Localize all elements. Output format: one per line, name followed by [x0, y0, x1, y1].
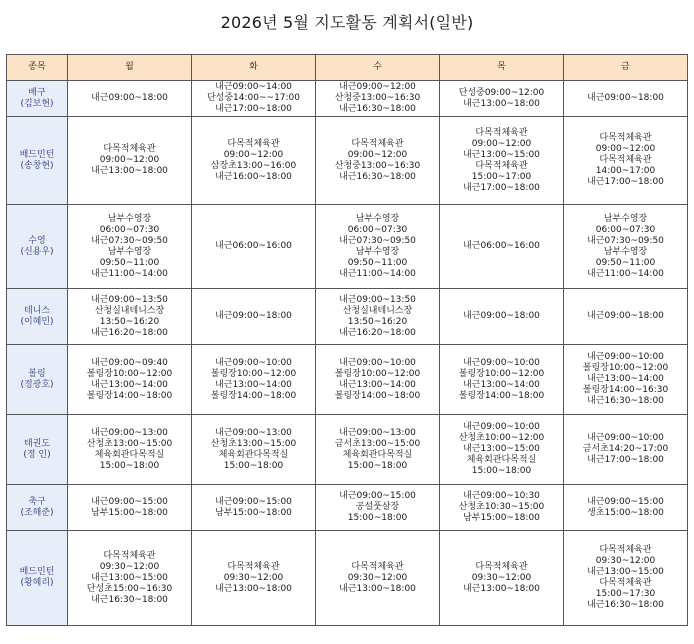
- schedule-cell: [564, 289, 688, 345]
- schedule-cell: [316, 485, 440, 531]
- schedule-cell: [564, 415, 688, 485]
- schedule-line: 내근09:00~13:00: [339, 427, 416, 438]
- schedule-cell: [192, 345, 316, 415]
- schedule-line: 09:50~11:00: [347, 257, 408, 268]
- schedule-line: 볼링장14:00~16:30: [582, 385, 669, 395]
- schedule-cell: [68, 485, 192, 531]
- table-row: [7, 485, 688, 531]
- schedule-line: 09:00~12:00: [99, 155, 160, 165]
- coach-name: (황혜리): [20, 578, 54, 588]
- schedule-line: 다목적체육관: [103, 144, 156, 154]
- table-row: [7, 205, 688, 289]
- sport-cell: [7, 81, 68, 117]
- schedule-line: 내근13:00~15:00: [463, 444, 540, 454]
- schedule-line: 다목적체육관: [103, 550, 156, 561]
- schedule-cell: [192, 485, 316, 531]
- schedule-line: 내근13:00~15:00: [587, 567, 664, 577]
- schedule-line: 09:00~12:00: [223, 149, 284, 160]
- schedule-line: 15:00~17:30: [595, 589, 656, 599]
- schedule-line: 산청초13:00~15:00: [210, 438, 297, 449]
- schedule-line: 14:00~17:00: [595, 166, 656, 176]
- schedule-line: 내근06:00~16:00: [215, 241, 292, 251]
- schedule-line: 남부수영장: [603, 246, 648, 257]
- schedule-line: 다목적체육관: [599, 545, 652, 555]
- schedule-cell: [316, 345, 440, 415]
- schedule-line: 내근09:00~18:00: [91, 93, 168, 103]
- sport-cell: [7, 415, 68, 485]
- sport-cell: [7, 205, 68, 289]
- schedule-line: 내근13:00~18:00: [463, 98, 540, 109]
- schedule-cell: [316, 81, 440, 117]
- schedule-cell: [564, 531, 688, 626]
- schedule-cell: [440, 81, 564, 117]
- header-day-wed: 수: [316, 55, 440, 81]
- schedule-line: 09:30~12:00: [471, 572, 532, 583]
- schedule-line: 단성중09:00~12:00: [458, 87, 545, 98]
- schedule-line: 09:00~12:00: [471, 138, 532, 149]
- schedule-line: 볼링장14:00~18:00: [210, 390, 297, 401]
- schedule-line: 내근17:00~18:00: [587, 177, 664, 187]
- schedule-line: 내근13:00~15:00: [463, 149, 540, 160]
- schedule-cell: [564, 117, 688, 205]
- schedule-line: 내근16:30~18:00: [587, 396, 664, 406]
- sport-name: 배구: [28, 87, 46, 98]
- schedule-line: 볼링장10:00~12:00: [334, 368, 421, 379]
- schedule-cell: [68, 345, 192, 415]
- schedule-line: 15:00~18:00: [99, 460, 160, 471]
- schedule-line: 내근09:00~12:00: [339, 82, 416, 92]
- schedule-line: 산청실내테니스장: [94, 305, 165, 316]
- schedule-line: 볼링장10:00~12:00: [210, 368, 297, 379]
- sport-cell: [7, 531, 68, 626]
- schedule-cell: [440, 345, 564, 415]
- schedule-line: 09:30~12:00: [99, 561, 160, 572]
- schedule-line: 볼링장14:00~18:00: [458, 390, 545, 401]
- schedule-line: 15:00~18:00: [223, 460, 284, 471]
- schedule-cell: [192, 415, 316, 485]
- schedule-line: 내근09:00~15:00: [587, 496, 664, 507]
- table-row: [7, 415, 688, 485]
- schedule-line: 공설풋살장: [355, 502, 400, 512]
- schedule-cell: [192, 289, 316, 345]
- schedule-line: 볼링장10:00~12:00: [582, 363, 669, 373]
- schedule-line: 다목적체육관: [351, 561, 404, 572]
- schedule-line: 내근13:00~18:00: [463, 583, 540, 594]
- schedule-line: 09:00~12:00: [595, 144, 656, 154]
- sport-name: 수영: [28, 235, 46, 246]
- schedule-line: 내근09:00~15:00: [339, 491, 416, 501]
- schedule-line: 다목적체육관: [475, 127, 528, 138]
- schedule-line: 내근09:00~10:00: [463, 422, 540, 432]
- schedule-line: 내근13:00~14:00: [463, 379, 540, 390]
- schedule-line: 금서초14:20~17:00: [582, 444, 669, 454]
- schedule-cell: [440, 531, 564, 626]
- schedule-cell: [316, 117, 440, 205]
- schedule-line: 체육회관다목적실: [218, 449, 289, 460]
- table-row: [7, 117, 688, 205]
- schedule-cell: [440, 205, 564, 289]
- schedule-line: 단성중14:00~~17:00: [206, 93, 301, 103]
- schedule-line: 내근13:00~14:00: [339, 379, 416, 390]
- sport-cell: [7, 345, 68, 415]
- coach-name: (김보현): [20, 98, 54, 109]
- schedule-line: 06:00~07:30: [99, 224, 160, 235]
- sport-name: 테니스: [23, 305, 51, 316]
- schedule-cell: [192, 81, 316, 117]
- schedule-line: 볼링장10:00~12:00: [458, 368, 545, 379]
- schedule-line: 내근09:00~13:50: [339, 294, 416, 305]
- schedule-line: 내근16:30~18:00: [587, 600, 664, 610]
- schedule-cell: [564, 485, 688, 531]
- schedule-line: 09:30~12:00: [223, 572, 284, 583]
- schedule-line: 내근13:00~18:00: [215, 583, 292, 594]
- schedule-line: 내근11:00~14:00: [587, 268, 664, 279]
- schedule-line: 내근09:00~09:40: [91, 357, 168, 368]
- schedule-line: 내근11:00~14:00: [91, 268, 168, 279]
- schedule-line: 단성초15:00~16:30: [86, 583, 173, 594]
- schedule-line: 06:00~07:30: [347, 224, 408, 235]
- schedule-line: 내근16:00~18:00: [215, 171, 292, 182]
- schedule-line: 다목적체육관: [227, 138, 280, 149]
- schedule-line: 내근09:00~18:00: [587, 311, 664, 321]
- sport-cell: [7, 289, 68, 345]
- schedule-cell: [316, 289, 440, 345]
- schedule-line: 내근16:20~18:00: [339, 327, 416, 338]
- schedule-line: 내근09:00~18:00: [587, 93, 664, 103]
- schedule-cell: [192, 205, 316, 289]
- schedule-line: 내근07:30~09:50: [587, 235, 664, 246]
- schedule-line: 15:00~18:00: [471, 466, 532, 476]
- schedule-cell: [68, 415, 192, 485]
- schedule-line: 다목적체육관: [475, 561, 528, 572]
- header-sport: 종목: [7, 55, 68, 81]
- coach-name: (정광호): [20, 379, 54, 390]
- schedule-table: [6, 54, 688, 626]
- schedule-line: 내근16:30~18:00: [339, 171, 416, 182]
- header-day-mon: 월: [68, 55, 192, 81]
- schedule-cell: [440, 117, 564, 205]
- schedule-cell: [440, 289, 564, 345]
- schedule-line: 산청중13:00~16:30: [334, 93, 421, 103]
- table-row: [7, 531, 688, 626]
- schedule-line: 다목적체육관: [351, 138, 404, 149]
- schedule-line: 내근13:00~14:00: [91, 379, 168, 390]
- coach-name: (송창현): [20, 160, 54, 171]
- schedule-line: 체육회관다목적실: [342, 449, 413, 460]
- schedule-line: 내근09:00~10:00: [339, 357, 416, 368]
- schedule-line: 산청초13:00~15:00: [86, 438, 173, 449]
- schedule-line: 09:30~12:00: [595, 556, 656, 566]
- schedule-line: 볼링장10:00~12:00: [86, 368, 173, 379]
- schedule-line: 내근09:00~10:00: [587, 433, 664, 443]
- schedule-line: 내근17:00~18:00: [463, 182, 540, 193]
- schedule-line: 남부15:00~18:00: [91, 507, 168, 518]
- sport-cell: [7, 117, 68, 205]
- schedule-line: 다목적체육관: [475, 160, 528, 171]
- header-day-tue: 화: [192, 55, 316, 81]
- schedule-line: 남부수영장: [603, 213, 648, 224]
- schedule-line: 산청실내테니스장: [342, 305, 413, 316]
- schedule-line: 남부수영장: [107, 246, 152, 257]
- schedule-line: 09:50~11:00: [99, 257, 160, 268]
- schedule-line: 내근09:00~15:00: [215, 496, 292, 507]
- schedule-line: 다목적체육관: [599, 578, 652, 588]
- schedule-body: [7, 81, 688, 626]
- document-title: 2026년 5월 지도활동 계획서(일반): [220, 13, 474, 32]
- sport-cell: [7, 485, 68, 531]
- schedule-line: 13:50~16:20: [347, 316, 408, 327]
- schedule-line: 산청중13:00~16:30: [334, 160, 421, 171]
- schedule-line: 내근16:30~18:00: [339, 104, 416, 114]
- schedule-line: 내근09:00~18:00: [215, 311, 292, 321]
- schedule-line: 내근17:00~18:00: [587, 455, 664, 465]
- schedule-line: 내근09:00~10:00: [215, 357, 292, 368]
- coach-name: (정 인): [23, 449, 51, 460]
- schedule-line: 내근09:00~18:00: [463, 311, 540, 321]
- schedule-line: 체육회관다목적실: [94, 449, 165, 460]
- sport-name: 볼링: [28, 368, 46, 379]
- sport-name: 축구: [28, 496, 46, 507]
- schedule-line: 15:00~17:00: [471, 171, 532, 182]
- schedule-line: 내근16:30~18:00: [91, 594, 168, 605]
- schedule-line: 남부15:00~18:00: [215, 507, 292, 518]
- header-day-fri: 금: [564, 55, 688, 81]
- schedule-cell: [564, 81, 688, 117]
- schedule-cell: [192, 531, 316, 626]
- schedule-line: 체육회관다목적실: [466, 455, 537, 465]
- schedule-line: 내근09:00~13:00: [91, 427, 168, 438]
- schedule-line: 내근09:00~10:00: [463, 357, 540, 368]
- schedule-line: 내근13:00~14:00: [215, 379, 292, 390]
- schedule-line: 다목적체육관: [599, 155, 652, 165]
- header-day-thu: 목: [440, 55, 564, 81]
- sport-name: 배드민턴: [19, 567, 55, 577]
- schedule-cell: [440, 415, 564, 485]
- schedule-line: 내근13:00~18:00: [339, 583, 416, 594]
- schedule-line: 내근11:00~14:00: [339, 268, 416, 279]
- schedule-line: 내근09:00~10:00: [587, 352, 664, 362]
- table-row: [7, 289, 688, 345]
- schedule-line: 내근13:00~14:00: [587, 374, 664, 384]
- sport-name: 배드민턴: [19, 149, 55, 160]
- schedule-line: 15:00~18:00: [347, 513, 408, 523]
- coach-name: (이혜민): [20, 316, 54, 327]
- schedule-line: 산청초10:30~15:00: [458, 502, 545, 512]
- schedule-line: 남부수영장: [355, 246, 400, 257]
- coach-name: (신용우): [20, 246, 54, 257]
- schedule-line: 09:30~12:00: [347, 572, 408, 583]
- schedule-line: 다목적체육관: [599, 133, 652, 143]
- schedule-cell: [68, 289, 192, 345]
- schedule-cell: [68, 205, 192, 289]
- schedule-line: 남부수영장: [107, 213, 152, 224]
- schedule-line: 09:00~12:00: [347, 149, 408, 160]
- schedule-cell: [68, 117, 192, 205]
- schedule-cell: [316, 415, 440, 485]
- schedule-line: 내근09:00~13:50: [91, 294, 168, 305]
- schedule-cell: [564, 205, 688, 289]
- schedule-line: 삼장초13:00~16:00: [210, 160, 297, 171]
- schedule-line: 내근07:30~09:50: [339, 235, 416, 246]
- schedule-line: 볼링장14:00~18:00: [86, 390, 173, 401]
- table-row: [7, 345, 688, 415]
- schedule-cell: [440, 485, 564, 531]
- schedule-line: 산청초10:00~12:00: [458, 433, 545, 443]
- schedule-line: 생초15:00~18:00: [587, 507, 664, 518]
- schedule-cell: [316, 531, 440, 626]
- schedule-line: 내근06:00~16:00: [463, 241, 540, 251]
- table-row: [7, 81, 688, 117]
- schedule-line: 볼링장14:00~18:00: [334, 390, 421, 401]
- schedule-line: 남부15:00~18:00: [463, 513, 540, 523]
- schedule-cell: [68, 531, 192, 626]
- schedule-cell: [192, 117, 316, 205]
- schedule-line: 내근17:00~18:00: [215, 104, 292, 114]
- schedule-line: 내근13:00~15:00: [91, 572, 168, 583]
- schedule-line: 06:00~07:30: [595, 224, 656, 235]
- schedule-line: 내근13:00~18:00: [91, 166, 168, 176]
- schedule-line: 13:50~16:20: [99, 316, 160, 327]
- schedule-line: 내근09:00~13:00: [215, 427, 292, 438]
- sport-name: 태권도: [23, 438, 51, 449]
- schedule-line: 내근09:00~14:00: [215, 82, 292, 92]
- schedule-cell: [68, 81, 192, 117]
- coach-name: (조해준): [20, 507, 54, 518]
- schedule-line: 내근16:20~18:00: [91, 327, 168, 338]
- schedule-cell: [316, 205, 440, 289]
- schedule-line: 내근09:00~15:00: [91, 496, 168, 507]
- schedule-line: 금서초13:00~15:00: [334, 438, 421, 449]
- header-row: [7, 55, 688, 81]
- schedule-line: 내근07:30~09:50: [91, 235, 168, 246]
- schedule-line: 09:50~11:00: [595, 257, 656, 268]
- schedule-cell: [564, 345, 688, 415]
- schedule-line: 내근09:00~10:30: [463, 491, 540, 501]
- schedule-line: 15:00~18:00: [347, 460, 408, 471]
- schedule-line: 남부수영장: [355, 213, 400, 224]
- schedule-line: 다목적체육관: [227, 561, 280, 572]
